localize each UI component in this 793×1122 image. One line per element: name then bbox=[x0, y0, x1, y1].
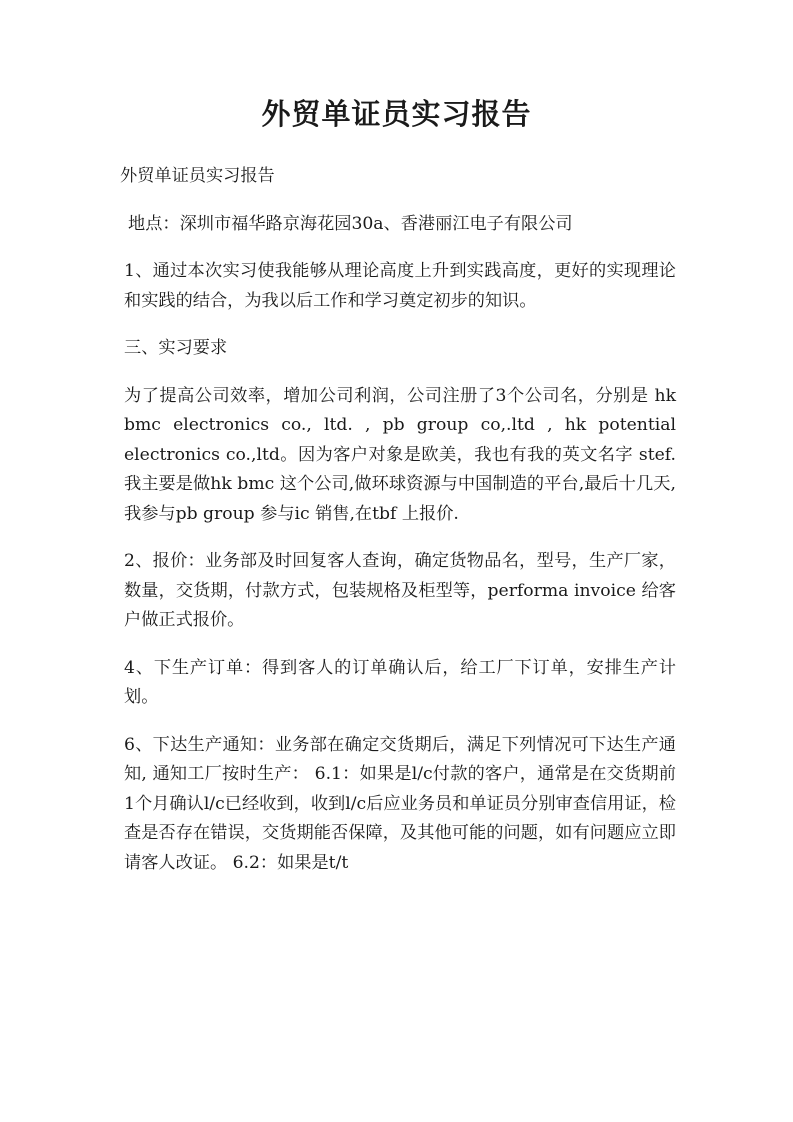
paragraph-production-order: 4、下生产订单：得到客人的订单确认后，给工厂下订单，安排生产计划。 bbox=[124, 657, 676, 707]
paragraph-production-notice: 6、下达生产通知：业务部在确定交货期后，满足下列情况可下达生产通知, 通知工厂按时生产： 6.1：如果是l/c付款的客户，通常是在交货期前1个月确认l/c已经收到，收到l/c后应业务员和单证员分别审查信用证，检查是否存在错误，交货期能否保障，及其他可能的问题，如有问题应立即请客人改证。 6.2：如果是t/t bbox=[124, 734, 676, 873]
paragraph-quotation: 2、报价：业务部及时回复客人查询，确定货物品名，型号，生产厂家，数量，交货期，付款方式，包装规格及柜型等，performa invoice 给客户做正式报价。 bbox=[124, 551, 676, 630]
document-title: 外贸单证员实习报告 bbox=[261, 97, 532, 131]
paragraph-location: 地点：深圳市福华路京海花园30a、香港丽江电子有限公司 bbox=[128, 213, 573, 234]
paragraph-subtitle: 外贸单证员实习报告 bbox=[120, 166, 275, 186]
document-body bbox=[120, 162, 676, 896]
paragraph-requirements-heading: 三、实习要求 bbox=[124, 338, 228, 358]
paragraph-purpose: 1、通过本次实习使我能够从理论高度上升到实践高度，更好的实现理论和实践的结合，为我以后工作和学习奠定初步的知识。 bbox=[124, 261, 676, 311]
paragraph-company-intro: 为了提高公司效率，增加公司利润，公司注册了3个公司名，分别是 hk bmc electronics co., ltd. , pb group co,.ltd , hk potential electronics co.,ltd。因为客户对象是欧美，我也有我的英文名字 stef.我主要是做hk bmc 这个公司,做环球资源与中国制造的平台,最后十几天,我参与pb group 参与ic 销售,在tbf 上报价. bbox=[124, 385, 676, 524]
